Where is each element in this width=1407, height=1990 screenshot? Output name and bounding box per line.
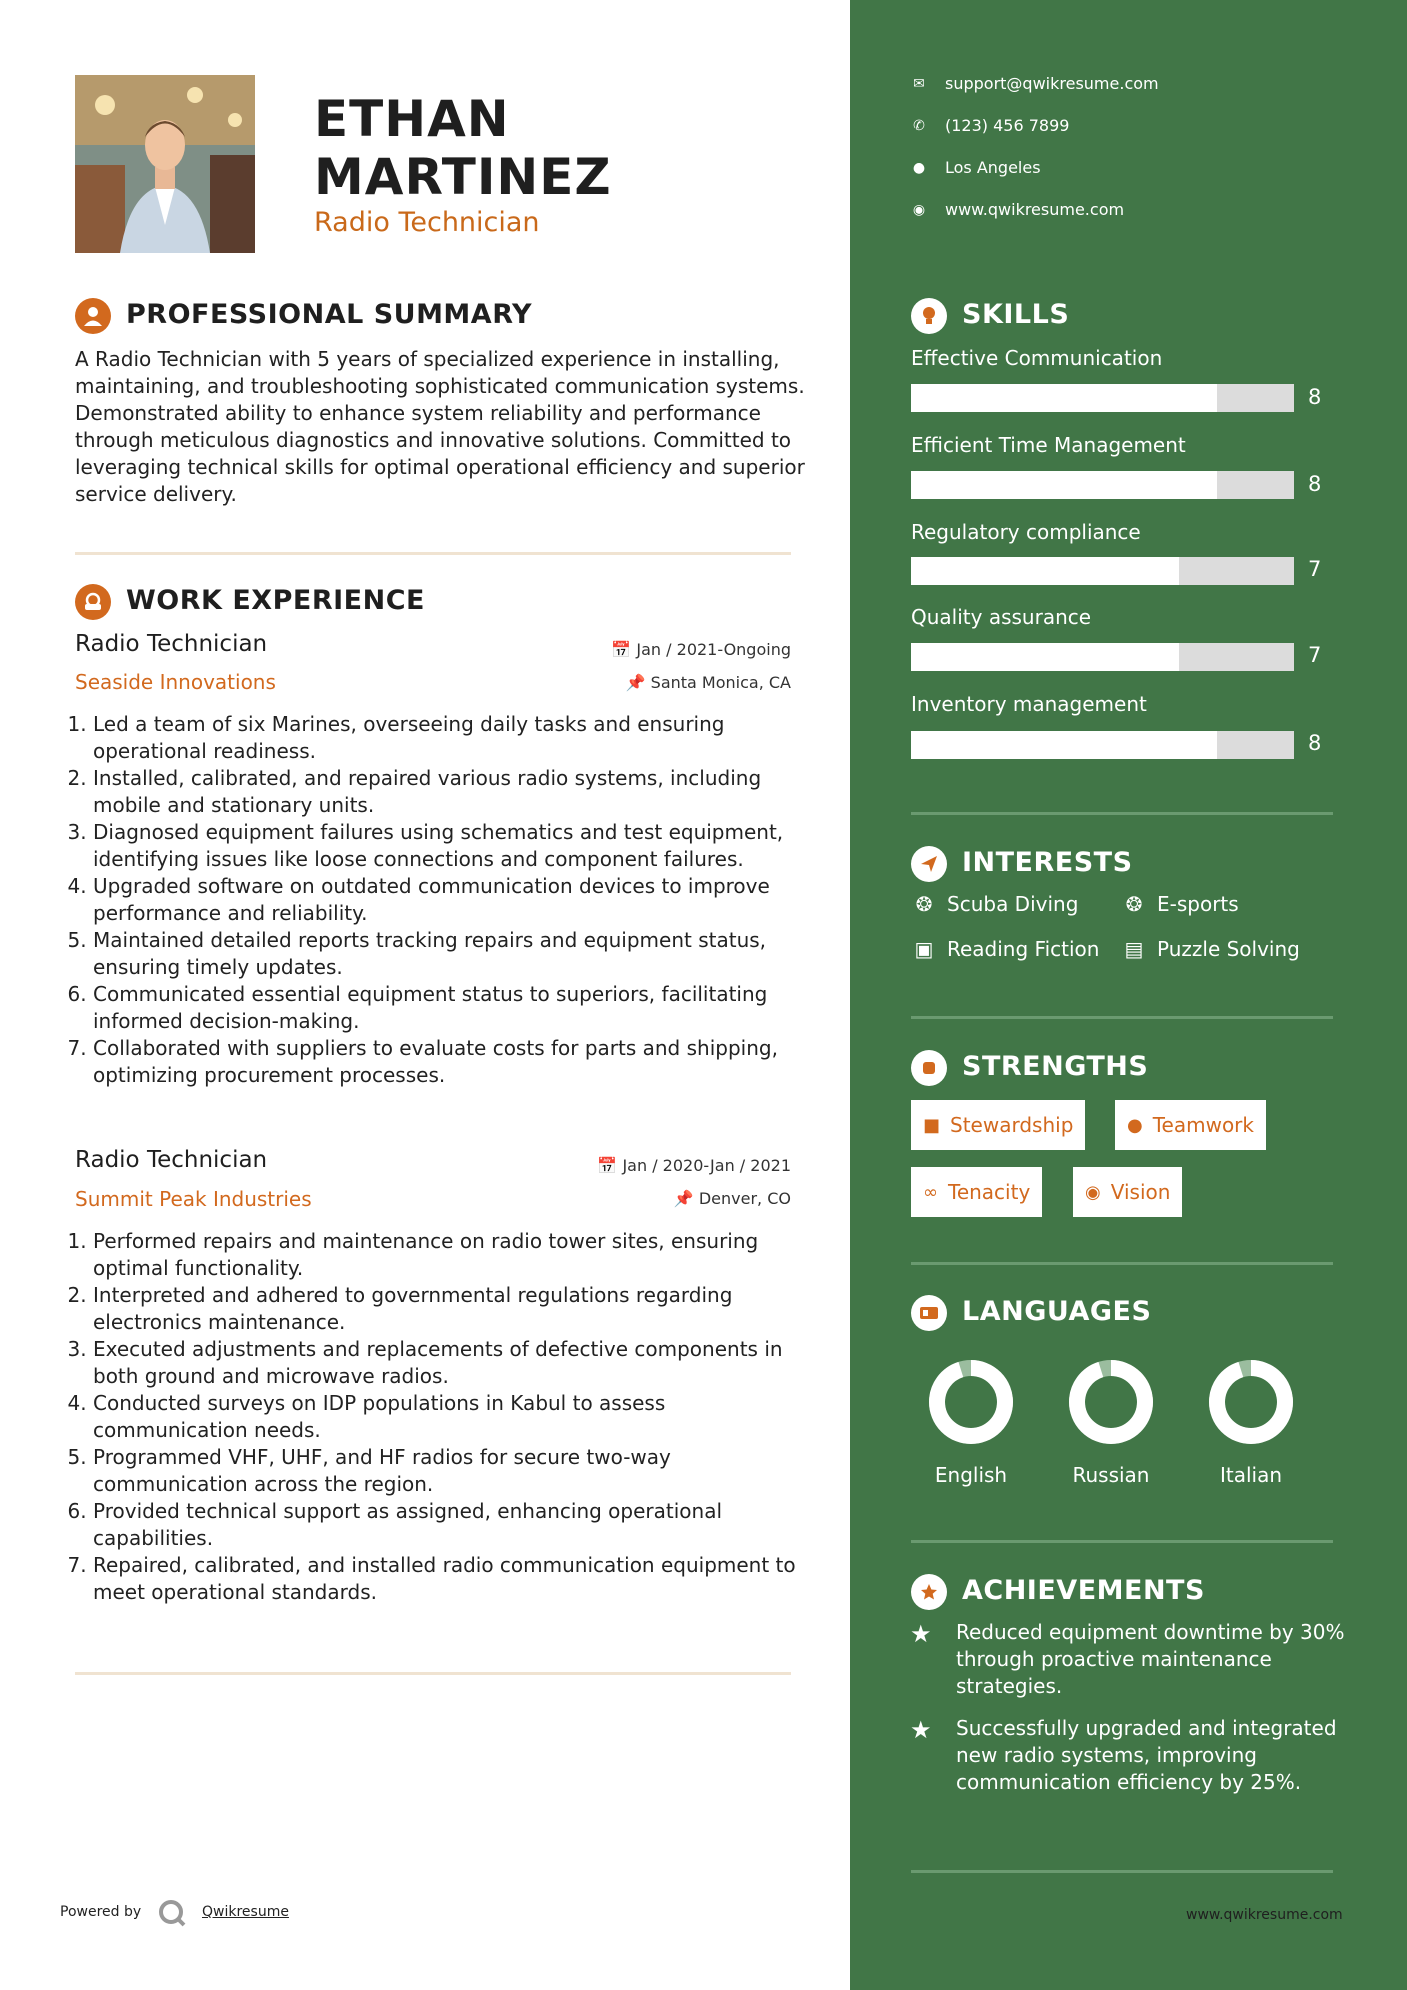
- list-item: 7. Repaired, calibrated, and installed radio communication equipment to meet operational standards.: [93, 1552, 818, 1606]
- briefcase-headset-icon: [75, 584, 111, 620]
- powered-by-label: Powered by: [60, 1904, 142, 1920]
- fist-icon: [911, 1050, 947, 1086]
- sidebar: [850, 0, 1407, 1990]
- skill-name: Quality assurance: [911, 605, 1092, 629]
- qwikresume-logo-icon: [157, 1898, 187, 1932]
- users-icon: ●: [1127, 1114, 1143, 1136]
- job-location: 📌 Denver, CO: [673, 1189, 791, 1208]
- divider: [75, 552, 791, 555]
- contact-email: ✉ support@qwikresume.com: [911, 74, 1159, 93]
- job-duties: [75, 1228, 818, 1606]
- language-ring-fill: [937, 1368, 1005, 1436]
- binoculars-icon: ◉: [1085, 1181, 1101, 1203]
- skill-value: 8: [1308, 385, 1322, 409]
- pin-icon: 📌: [625, 673, 646, 692]
- profile-photo: [75, 75, 255, 253]
- candidate-title: Radio Technician: [314, 207, 540, 238]
- interest-item: ❂ E-sports: [1121, 892, 1239, 916]
- briefcase-icon: ■: [923, 1114, 941, 1136]
- achievements-heading: ACHIEVEMENTS: [962, 1575, 1205, 1606]
- strength-chip: ■ Stewardship: [911, 1100, 1085, 1150]
- footer-website: www.qwikresume.com: [1186, 1907, 1343, 1923]
- calendar-icon: 📅: [611, 640, 632, 659]
- skill-value: 8: [1308, 731, 1322, 755]
- gamepad-icon: ▣: [914, 937, 934, 961]
- user-icon: [75, 298, 111, 334]
- star-icon: ★: [910, 1716, 932, 1744]
- skill-bar-fill: [911, 643, 1179, 671]
- divider: [911, 1540, 1333, 1543]
- interest-item: ▤ Puzzle Solving: [1121, 937, 1300, 961]
- list-item: 2. Interpreted and adhered to governmental regulations regarding electronics maintenance.: [93, 1282, 818, 1336]
- language-rings: [850, 1350, 1407, 1460]
- list-item: 4. Upgraded software on outdated communication devices to improve performance and reliability.: [93, 873, 818, 927]
- lifebuoy-icon: ❂: [1125, 892, 1143, 916]
- name-first: ETHAN: [314, 90, 510, 148]
- globe-icon: ◉: [912, 201, 926, 218]
- strength-chip: ● Teamwork: [1115, 1100, 1266, 1150]
- achievement-item: Successfully upgraded and integrated new radio systems, improving communication efficiency by 25%.: [956, 1716, 1337, 1794]
- star-badge-icon: [911, 1574, 947, 1610]
- skill-value: 7: [1308, 643, 1322, 667]
- list-item: 7. Collaborated with suppliers to evaluate costs for parts and shipping, optimizing procurement processes.: [93, 1035, 818, 1089]
- strengths-heading: STRENGTHS: [962, 1051, 1149, 1082]
- contact-location: ● Los Angeles: [912, 158, 1041, 177]
- divider: [911, 1870, 1333, 1873]
- interest-item: ▣ Reading Fiction: [911, 937, 1099, 961]
- contact-website: ◉ www.qwikresume.com: [912, 200, 1125, 219]
- divider: [75, 1672, 791, 1675]
- job-company: Summit Peak Industries: [75, 1187, 312, 1211]
- list-item: 6. Provided technical support as assigned, enhancing operational capabilities.: [93, 1498, 818, 1552]
- skill-bar-fill: [911, 471, 1217, 499]
- skill-bar-fill: [911, 557, 1179, 585]
- envelope-icon: ✉: [913, 75, 925, 92]
- list-item: 1. Led a team of six Marines, overseeing daily tasks and ensuring operational readiness.: [93, 711, 818, 765]
- achievement-item: Reduced equipment downtime by 30% through proactive maintenance strategies.: [956, 1620, 1345, 1698]
- job-location: 📌 Santa Monica, CA: [625, 673, 791, 692]
- skill-name: Efficient Time Management: [911, 433, 1186, 457]
- list-item: 2. Installed, calibrated, and repaired various radio systems, including mobile and stationary units.: [93, 765, 818, 819]
- list-item: 1. Performed repairs and maintenance on radio tower sites, ensuring optimal functionality.: [93, 1228, 818, 1282]
- list-item: 3. Diagnosed equipment failures using schematics and test equipment, identifying issues like loose connections and component failures.: [93, 819, 818, 873]
- skill-value: 8: [1308, 472, 1322, 496]
- candidate-name: [314, 90, 834, 206]
- name-last: MARTINEZ: [314, 148, 612, 206]
- list-item: 5. Maintained detailed reports tracking repairs and equipment status, ensuring timely updates.: [93, 927, 818, 981]
- skill-value: 7: [1308, 557, 1322, 581]
- contact-phone: ✆ (123) 456 7899: [911, 116, 1069, 135]
- list-item: 4. Conducted surveys on IDP populations in Kabul to assess communication needs.: [93, 1390, 818, 1444]
- job-dates: 📅 Jan / 2021-Ongoing: [611, 640, 791, 659]
- strength-chip: ∞ Tenacity: [911, 1167, 1042, 1217]
- skill-bar: [911, 557, 1294, 585]
- interests-heading: INTERESTS: [962, 847, 1133, 878]
- map-pin-icon: ●: [912, 159, 926, 176]
- summary-heading: PROFESSIONAL SUMMARY: [126, 299, 533, 330]
- list-item: 3. Executed adjustments and replacements of defective components in both ground and microwave radios.: [93, 1336, 818, 1390]
- phone-icon: ✆: [913, 117, 925, 134]
- skill-bar-fill: [911, 731, 1217, 759]
- list-item: 5. Programmed VHF, UHF, and HF radios for secure two-way communication across the region.: [93, 1444, 818, 1498]
- skill-name: Inventory management: [911, 692, 1147, 716]
- divider: [911, 1262, 1333, 1265]
- calendar-icon: 📅: [597, 1156, 618, 1175]
- job-duties: [75, 711, 818, 1089]
- skill-bar: [911, 731, 1294, 759]
- language-label: Russian: [1072, 1463, 1150, 1487]
- skill-bar: [911, 384, 1294, 412]
- strength-chip: ◉ Vision: [1073, 1167, 1182, 1217]
- summary-text: A Radio Technician with 5 years of specialized experience in installing, maintaining, and troubleshooting sophisticated communication systems. Demonstrated ability to enhance system reliability and performance through meticulous diagnostics and innovative solutions. Committed to leveraging technical skills for optimal operational efficiency and superior service delivery.: [75, 347, 805, 506]
- skill-bar-fill: [911, 384, 1217, 412]
- language-ring-fill: [1217, 1368, 1285, 1436]
- divider: [911, 1016, 1333, 1019]
- language-label: English: [934, 1463, 1008, 1487]
- language-icon: [911, 1295, 947, 1331]
- pin-icon: 📌: [673, 1189, 694, 1208]
- job-role: Radio Technician: [75, 631, 268, 657]
- job-company: Seaside Innovations: [75, 670, 276, 694]
- language-label: Italian: [1219, 1463, 1283, 1487]
- skill-bar: [911, 643, 1294, 671]
- experience-heading: WORK EXPERIENCE: [126, 585, 425, 616]
- job-dates: 📅 Jan / 2020-Jan / 2021: [597, 1156, 791, 1175]
- skill-name: Regulatory compliance: [911, 520, 1141, 544]
- skill-name: Effective Communication: [911, 346, 1163, 370]
- lifebuoy-icon: ❂: [915, 892, 933, 916]
- link-icon: ∞: [923, 1181, 938, 1203]
- divider: [911, 812, 1333, 815]
- languages-heading: LANGUAGES: [962, 1296, 1152, 1327]
- book-icon: ▤: [1124, 937, 1144, 961]
- list-item: 6. Communicated essential equipment status to superiors, facilitating informed decision-making.: [93, 981, 818, 1035]
- skill-bar: [911, 471, 1294, 499]
- skills-heading: SKILLS: [962, 299, 1070, 330]
- star-icon: ★: [910, 1620, 932, 1648]
- lightbulb-icon: [911, 298, 947, 334]
- paper-plane-icon: [911, 846, 947, 882]
- qwikresume-link[interactable]: Qwikresume: [202, 1904, 289, 1920]
- interest-item: ❂ Scuba Diving: [911, 892, 1078, 916]
- language-ring-fill: [1077, 1368, 1145, 1436]
- job-role: Radio Technician: [75, 1147, 268, 1173]
